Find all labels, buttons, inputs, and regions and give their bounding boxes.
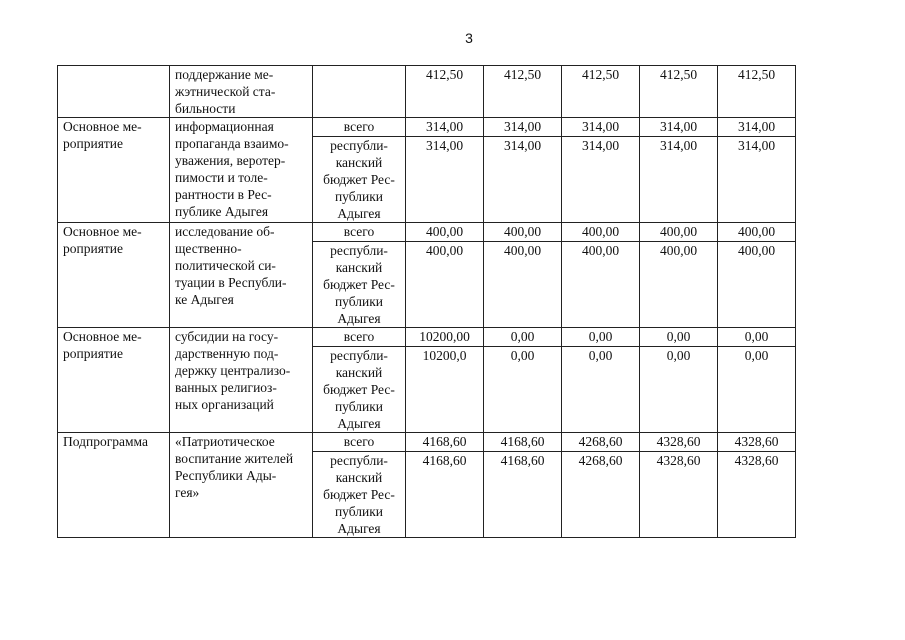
measure-name: «Патриотическое воспитание жителей Республики Ады- гея»: [175, 434, 294, 500]
table-row-total: [58, 433, 796, 452]
measure-type: Основное ме- роприятие: [63, 329, 142, 361]
budget-value-cell: 0,00: [640, 347, 718, 433]
budget-value-cell: 4328,60: [640, 452, 718, 538]
source-budget-label: республи- канский бюджет Рес- публики Адыгея: [323, 138, 395, 221]
budget-table-body: [58, 66, 796, 538]
budget-value-cell: 400,00: [406, 242, 484, 328]
budget-value-cell: 400,00: [640, 242, 718, 328]
measure-name-cell: [170, 223, 313, 328]
budget-value-cell: 314,00: [484, 137, 562, 223]
budget-value-cell: 412,50: [640, 66, 718, 118]
total-value-cell: 4268,60: [562, 433, 640, 452]
total-value-cell: 400,00: [718, 223, 796, 242]
table-row-total: [58, 223, 796, 242]
measure-name-cell: [170, 118, 313, 223]
measure-name: поддержание ме- жэтнической ста- бильности: [175, 67, 276, 116]
measure-type-cell: [58, 66, 170, 118]
budget-value-cell: 0,00: [562, 347, 640, 433]
budget-value-cell: 412,50: [406, 66, 484, 118]
budget-value-cell: 400,00: [484, 242, 562, 328]
budget-value-cell: 412,50: [562, 66, 640, 118]
budget-value-cell: 412,50: [718, 66, 796, 118]
measure-type-cell: [58, 328, 170, 433]
total-value-cell: 314,00: [718, 118, 796, 137]
source-budget-cell: [313, 137, 406, 223]
budget-value-cell: 314,00: [406, 137, 484, 223]
total-value-cell: 0,00: [484, 328, 562, 347]
total-value-cell: 0,00: [562, 328, 640, 347]
page-number: 3: [465, 30, 473, 46]
budget-value-cell: 0,00: [718, 347, 796, 433]
source-budget-label: республи- канский бюджет Рес- публики Адыгея: [323, 348, 395, 431]
total-value-cell: 4168,60: [406, 433, 484, 452]
measure-name: информационная пропаганда взаимо- уважения, веротер- пимости и толе- рантности в Рес- публике Адыгея: [175, 119, 289, 219]
budget-value-cell: 314,00: [718, 137, 796, 223]
budget-value-cell: 400,00: [718, 242, 796, 328]
budget-value-cell: 400,00: [562, 242, 640, 328]
measure-name: субсидии на госу- дарственную под- держку централизо- ванных религиоз- ных организаций: [175, 329, 291, 412]
measure-name: исследование об- щественно- политической си- туации в Республи- ке Адыгея: [175, 224, 287, 307]
total-value-cell: 400,00: [640, 223, 718, 242]
total-value-cell: 314,00: [484, 118, 562, 137]
budget-value-cell: 4168,60: [484, 452, 562, 538]
source-cell: [313, 66, 406, 118]
measure-name-cell: [170, 328, 313, 433]
budget-value-cell: 4268,60: [562, 452, 640, 538]
measure-type: Основное ме- роприятие: [63, 119, 142, 151]
table-row-total: [58, 118, 796, 137]
source-budget-cell: [313, 242, 406, 328]
total-value-cell: 314,00: [406, 118, 484, 137]
total-value-cell: 400,00: [406, 223, 484, 242]
budget-value-cell: 314,00: [562, 137, 640, 223]
budget-value-cell: 0,00: [484, 347, 562, 433]
budget-value-cell: 314,00: [640, 137, 718, 223]
source-total-label: всего: [313, 118, 406, 137]
source-budget-cell: [313, 452, 406, 538]
budget-value-cell: 4328,60: [718, 452, 796, 538]
total-value-cell: 400,00: [562, 223, 640, 242]
source-total-label: всего: [313, 433, 406, 452]
total-value-cell: 4328,60: [640, 433, 718, 452]
measure-type: Подпрограмма: [63, 434, 148, 449]
total-value-cell: 0,00: [640, 328, 718, 347]
total-value-cell: 4168,60: [484, 433, 562, 452]
measure-type-cell: [58, 223, 170, 328]
total-value-cell: 314,00: [562, 118, 640, 137]
budget-value-cell: 10200,0: [406, 347, 484, 433]
source-budget-cell: [313, 347, 406, 433]
table-row-continuation: [58, 66, 796, 118]
total-value-cell: 10200,00: [406, 328, 484, 347]
measure-type-cell: [58, 118, 170, 223]
table-row-total: [58, 328, 796, 347]
measure-type: Основное ме- роприятие: [63, 224, 142, 256]
measure-name-cell: [170, 433, 313, 538]
source-total-label: всего: [313, 223, 406, 242]
measure-name-cell: [170, 66, 313, 118]
source-budget-label: республи- канский бюджет Рес- публики Адыгея: [323, 453, 395, 536]
measure-type-cell: [58, 433, 170, 538]
source-budget-label: республи- канский бюджет Рес- публики Адыгея: [323, 243, 395, 326]
budget-value-cell: 412,50: [484, 66, 562, 118]
total-value-cell: 400,00: [484, 223, 562, 242]
budget-value-cell: 4168,60: [406, 452, 484, 538]
total-value-cell: 4328,60: [718, 433, 796, 452]
budget-table: [57, 65, 796, 538]
total-value-cell: 314,00: [640, 118, 718, 137]
total-value-cell: 0,00: [718, 328, 796, 347]
source-total-label: всего: [313, 328, 406, 347]
